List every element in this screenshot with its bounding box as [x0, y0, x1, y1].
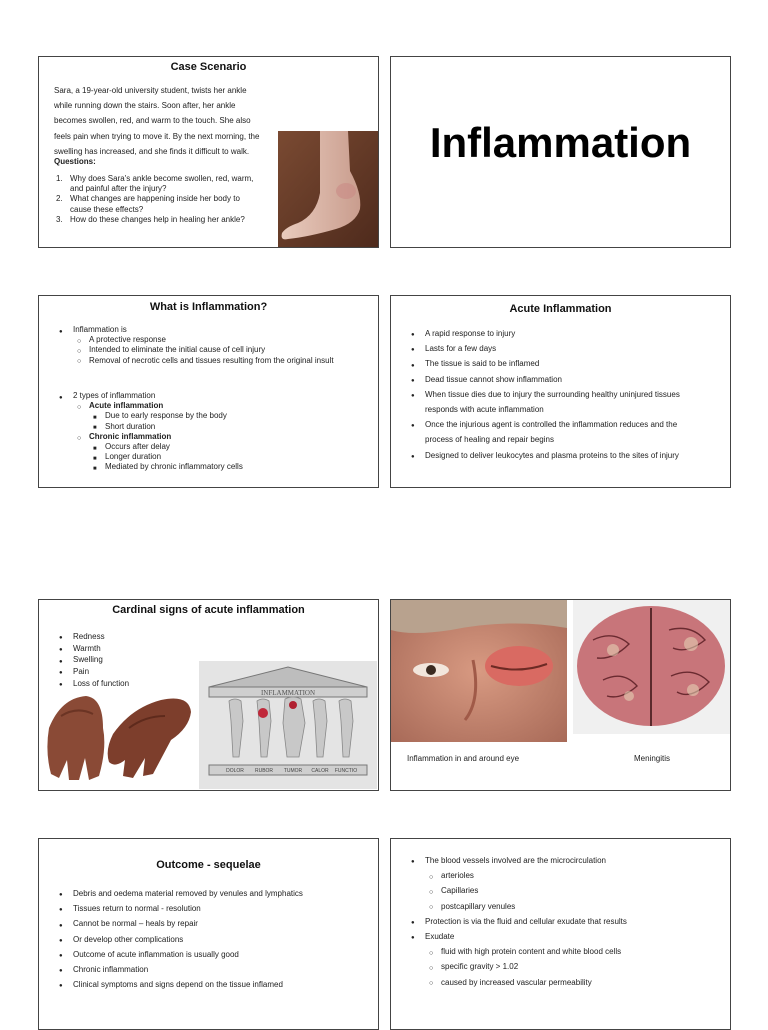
list-item: ○ fluid with high protein content and white blood cells	[429, 944, 721, 959]
list-item	[59, 391, 374, 473]
acute-list	[411, 326, 716, 463]
list-item: ■ Occurs after delay	[93, 442, 374, 452]
pediment-text: INFLAMMATION	[260, 689, 316, 697]
list-item: ● Pain	[59, 666, 209, 678]
list-item	[411, 417, 716, 447]
list-item: ● Or develop other complications	[59, 932, 369, 947]
slide-title-inflammation	[390, 56, 731, 248]
list-item: ● Designed to deliver leukocytes and plasma proteins to the sites of injury	[411, 448, 716, 463]
slide-case-scenario	[38, 56, 379, 248]
list-item: ● Protection is via the fluid and cellular exudate that results	[411, 914, 721, 929]
case-line: while running down the stairs. Soon after, her ankle	[54, 101, 236, 111]
case-line: becomes swollen, red, and warm to the touch. She also	[54, 116, 251, 126]
slide-outcome-sequelae	[38, 838, 379, 1030]
question-text	[70, 174, 253, 194]
list-item-text: The blood vessels involved are the microcirculation	[425, 856, 606, 865]
list-item: ● Warmth	[59, 643, 209, 655]
list-item: ● Debris and oedema material removed by venules and lymphatics	[59, 886, 369, 901]
list-item: ○ specific gravity > 1.02	[429, 959, 721, 974]
bullet-list	[59, 886, 369, 992]
caption-meningitis: Meningitis	[634, 754, 671, 763]
slide-title: Outcome - sequelae	[156, 859, 261, 871]
definition-block	[59, 325, 374, 366]
list-item-line: When tissue dies due to injury the surrounding healthy uninjured tissues	[425, 389, 680, 399]
list-item	[77, 401, 374, 432]
list-item: ■ Short duration	[93, 422, 374, 432]
chronic-label: Chronic inflammation	[89, 431, 172, 441]
list-item: ● Chronic inflammation	[59, 962, 369, 977]
case-line: swelling has increased, and she finds it difficult to walk.	[54, 146, 250, 156]
list-item: ● Swelling	[59, 654, 209, 666]
question-item	[56, 215, 286, 225]
question-line: Why does Sara's ankle become swollen, red, warm,	[70, 174, 254, 183]
list-item: ○ caused by increased vascular permeability	[429, 975, 721, 990]
question-item	[56, 194, 286, 214]
list-item: ■ Longer duration	[93, 452, 374, 462]
list-item-line: process of healing and repair begins	[425, 435, 554, 445]
question-line: cause these effects?	[70, 204, 144, 214]
case-text	[54, 83, 284, 159]
bullet-list	[59, 631, 209, 690]
inflammation-temple-illustration	[199, 661, 377, 789]
question-item	[56, 174, 286, 194]
acute-label: Acute inflammation	[89, 401, 164, 411]
list-item: ● Tissues return to normal - resolution	[59, 901, 369, 916]
question-number: 3.	[56, 214, 63, 224]
list-item: ● Loss of function	[59, 678, 209, 690]
list-item: ○ A protective response	[77, 335, 374, 345]
slide-title: Acute Inflammation	[509, 303, 612, 315]
types-block	[59, 391, 374, 473]
list-item	[77, 432, 374, 473]
bullet-list	[59, 325, 374, 366]
list-item-text: Inflammation is	[73, 325, 127, 334]
caption-eye: Inflammation in and around eye	[407, 754, 520, 763]
sub-list	[93, 411, 374, 431]
pillar-label: TUMOR	[283, 768, 303, 774]
list-item-text: 2 types of inflammation	[73, 391, 156, 400]
list-item	[59, 325, 374, 366]
brain-meningitis-photo	[573, 600, 730, 734]
sub-list	[429, 868, 721, 914]
bullet-list	[411, 326, 716, 463]
list-item	[411, 929, 721, 990]
list-item: ■ Due to early response by the body	[93, 411, 374, 421]
questions-label: Questions:	[54, 157, 96, 166]
slide-title: Case Scenario	[170, 61, 247, 73]
questions-list	[56, 174, 286, 225]
question-line: What changes are happening inside her body to	[70, 194, 240, 204]
list-item-line: responds with acute inflammation	[425, 405, 544, 415]
slide-microcirculation	[390, 838, 731, 1030]
list-item: ● Dead tissue cannot show inflammation	[411, 372, 716, 387]
case-line: feels pain when trying to move it. By the next morning, the	[54, 131, 260, 141]
sub-list	[429, 944, 721, 990]
sub-list	[77, 335, 374, 366]
sub-list	[93, 442, 374, 473]
list-item: ○ Intended to eliminate the initial cause of cell injury	[77, 345, 374, 355]
signs-list	[59, 631, 209, 690]
micro-list	[411, 853, 721, 990]
list-item: ● Outcome of acute inflammation is usually good	[59, 947, 369, 962]
bullet-list	[59, 391, 374, 473]
slide-cardinal-signs	[38, 599, 379, 791]
list-item: ■ Mediated by chronic inflammatory cells	[93, 462, 374, 472]
question-line: and painful after the injury?	[70, 184, 167, 194]
list-item	[411, 853, 721, 914]
sub-list	[77, 401, 374, 472]
list-item: ● Redness	[59, 631, 209, 643]
case-line: Sara, a 19-year-old university student, twists her ankle	[54, 86, 247, 95]
list-item: ● Clinical symptoms and signs depend on the tissue inflamed	[59, 977, 369, 992]
list-item: ● A rapid response to injury	[411, 326, 716, 341]
pillar-label: FUNCTIO	[334, 768, 358, 774]
list-item-line: Once the injurious agent is controlled the inflammation reduces and the	[425, 420, 678, 430]
eye-photo	[391, 600, 567, 742]
list-item: ○ arterioles	[429, 868, 721, 883]
question-number: 1.	[56, 174, 63, 183]
pillar-label: DOLOR	[226, 768, 244, 774]
outcome-list	[59, 886, 369, 992]
slide-title: Cardinal signs of acute inflammation	[112, 604, 305, 616]
bullet-list	[411, 853, 721, 990]
pillar-label: CALOR	[311, 768, 329, 774]
slide-acute-inflammation	[390, 295, 731, 488]
list-item: ● Cannot be normal – heals by repair	[59, 916, 369, 931]
question-text	[70, 194, 240, 214]
list-item: ○ Capillaries	[429, 883, 721, 898]
list-item: ○ postcapillary venules	[429, 899, 721, 914]
list-item: ○ Removal of necrotic cells and tissues resulting from the original insult	[77, 356, 374, 366]
pillar-label: RUBOR	[254, 768, 274, 774]
slide-what-is-inflammation	[38, 295, 379, 488]
list-item	[411, 387, 716, 417]
list-item: ● The tissue is said to be inflamed	[411, 356, 716, 371]
big-title: Inflammation	[429, 119, 692, 166]
list-item-text: Exudate	[425, 932, 455, 942]
hands-photo	[41, 688, 196, 788]
question-number: 2.	[56, 194, 63, 204]
list-item: ● Lasts for a few days	[411, 341, 716, 356]
slide-inflammation-photos	[390, 599, 731, 791]
question-text: How do these changes help in healing her ankle?	[70, 214, 245, 224]
ankle-photo	[278, 131, 379, 247]
slide-title: What is Inflammation?	[149, 301, 268, 313]
